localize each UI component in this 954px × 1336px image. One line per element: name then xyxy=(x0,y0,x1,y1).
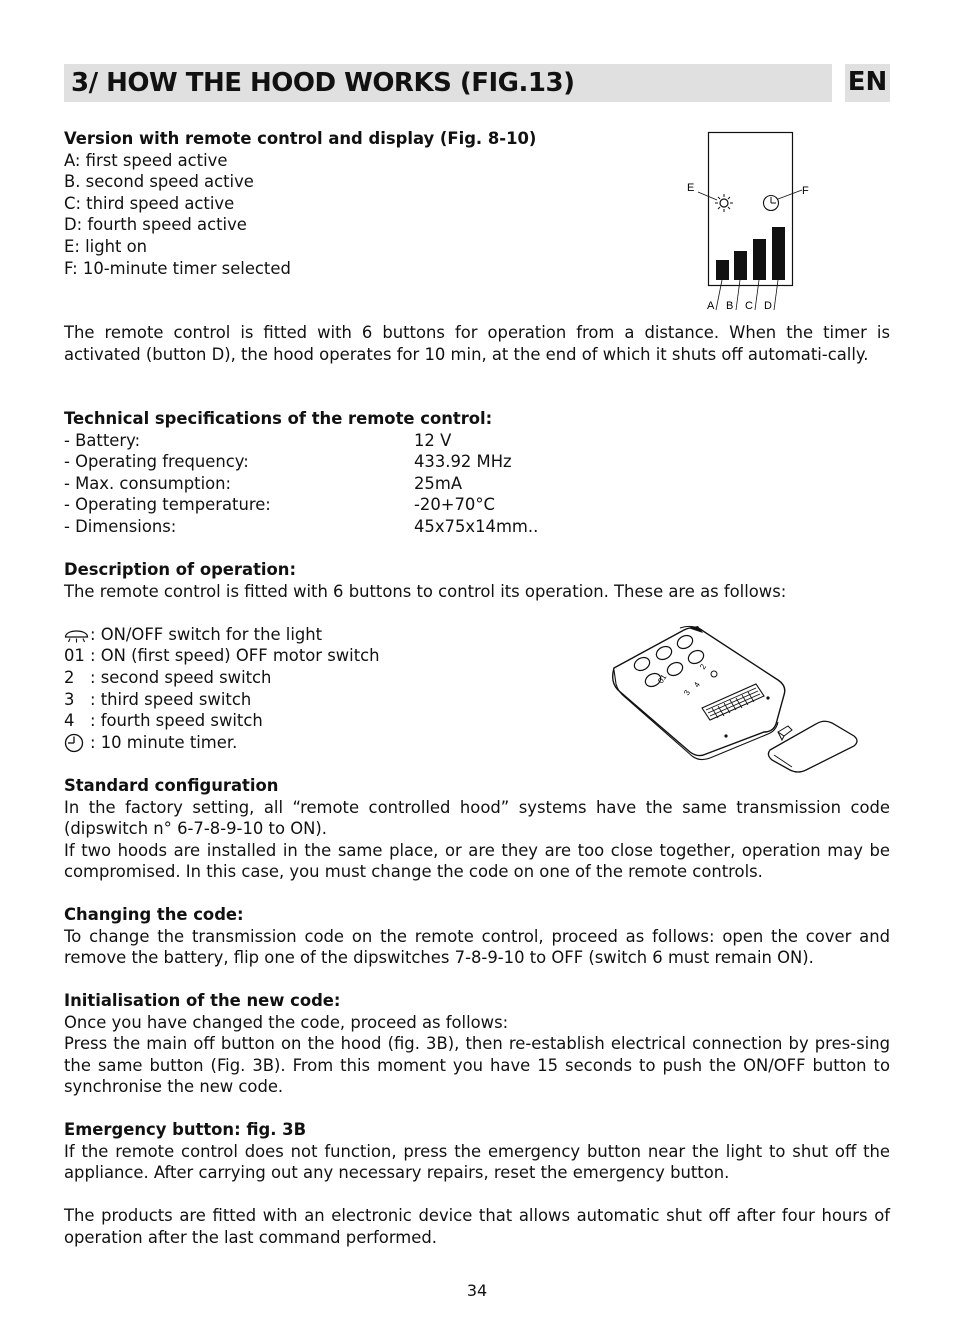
label-a: A xyxy=(707,300,715,312)
remote-label-3: 3 xyxy=(682,688,693,698)
spec-row xyxy=(64,430,890,452)
label-d: D xyxy=(764,300,772,312)
spec-label: - Operating temperature: xyxy=(64,495,271,515)
intro-paragraph: The remote control is fitted with 6 buttons for operation from a distance. When the timer is activated (button D), the hood operates for 10 min, at the end of which it shuts off automati-cally. xyxy=(64,323,890,364)
standard-paragraph: In the factory setting, all “remote controlled hood” systems have the same transmission code (dipswitch n° 6-7-8-9-10 to ON). xyxy=(64,797,890,839)
spec-value: 45x75x14mm.. xyxy=(414,516,539,536)
spec-row xyxy=(64,516,890,538)
remote-label-2: 2 xyxy=(698,662,709,672)
button-description: : second speed switch xyxy=(90,667,272,687)
button-description: : ON (first speed) OFF motor switch xyxy=(90,646,380,666)
remote-body xyxy=(613,626,785,760)
remote-cover xyxy=(768,721,857,772)
closing-section xyxy=(64,1205,890,1248)
standard-paragraph: If two hoods are installed in the same place, or are they are too close together, operation may be compromised. In this case, you must change the code on one of the remote controls. xyxy=(64,840,890,882)
button-symbol: 3 xyxy=(64,689,75,709)
changing-paragraph: To change the transmission code on the remote control, proceed as follows: open the cover and remove the battery, flip one of the dipswitches 7-8-9-10 to OFF (switch 6 must remain ON). xyxy=(64,926,890,968)
remote-label-01: 01 xyxy=(656,672,669,686)
version-item: D: fourth speed active xyxy=(64,215,247,235)
init-section xyxy=(64,990,890,1098)
operation-heading: Description of operation: xyxy=(64,560,297,579)
speed-bar-d xyxy=(772,227,785,280)
label-b: B xyxy=(726,300,734,312)
button-description: : 10 minute timer. xyxy=(90,732,238,752)
spec-value: 433.92 MHz xyxy=(414,452,512,472)
init-paragraph: Press the main off button on the hood (fig. 3B), then re-establish electrical connection by pres-sing the same button (Fig. 3B). From this moment you have 15 seconds to push the ON/OFF button to synchronise the new code. xyxy=(64,1034,890,1097)
init-heading: Initialisation of the new code: xyxy=(64,991,341,1010)
section-title: 3/ HOW THE HOOD WORKS (FIG.13) xyxy=(71,68,575,98)
language-label: EN xyxy=(847,67,888,97)
changing-section xyxy=(64,904,890,969)
label-f-leader xyxy=(778,190,802,199)
spec-value: -20+70°C xyxy=(414,495,496,515)
spec-row xyxy=(64,473,890,495)
label-e-leader xyxy=(698,192,717,200)
button-description: : third speed switch xyxy=(90,689,252,709)
remote-label-4: 4 xyxy=(692,680,703,690)
speed-bar-c xyxy=(753,239,766,280)
remote-control-figure xyxy=(606,624,866,774)
changing-heading: Changing the code: xyxy=(64,905,244,924)
operation-intro: The remote control is fitted with 6 buttons to control its operation. These are as follows: xyxy=(64,581,787,601)
label-e: E xyxy=(687,182,695,194)
emergency-section xyxy=(64,1119,890,1184)
specs-section xyxy=(64,408,890,538)
intro-section xyxy=(64,322,890,365)
spec-value: 25mA xyxy=(414,473,463,493)
speed-bar-b xyxy=(734,251,747,280)
version-heading: Version with remote control and display (Fig. 8-10) xyxy=(64,129,537,148)
label-c-leader xyxy=(755,280,759,310)
standard-section xyxy=(64,775,890,883)
version-item: B. second speed active xyxy=(64,172,254,192)
label-f: F xyxy=(802,185,809,197)
spec-label: - Max. consumption: xyxy=(64,473,232,493)
label-a-leader xyxy=(716,280,722,310)
init-paragraph: Once you have changed the code, proceed as follows: xyxy=(64,1012,509,1032)
page-number: 34 xyxy=(466,1281,488,1300)
standard-heading: Standard configuration xyxy=(64,776,279,795)
version-item: E: light on xyxy=(64,236,148,256)
light-on-icon xyxy=(715,194,733,212)
version-item: C: third speed active xyxy=(64,193,235,213)
button-symbol: 4 xyxy=(64,711,75,731)
spacer xyxy=(64,602,890,624)
language-badge xyxy=(845,64,890,102)
spec-value: 12 V xyxy=(414,430,452,450)
specs-heading: Technical specifications of the remote control: xyxy=(64,409,493,428)
button-description: : fourth speed switch xyxy=(90,711,263,731)
speed-bar-a xyxy=(716,260,729,280)
spec-label: - Dimensions: xyxy=(64,516,177,536)
timer-icon xyxy=(64,732,90,753)
label-b-leader xyxy=(736,280,740,310)
version-item: F: 10-minute timer selected xyxy=(64,258,291,278)
emergency-paragraph: If the remote control does not function, press the emergency button near the light to shut off the appliance. After carrying out any necessary repairs, reset the emergency button. xyxy=(64,1141,890,1183)
label-d-leader xyxy=(774,280,778,310)
version-item: A: first speed active xyxy=(64,150,228,170)
label-c: C xyxy=(745,300,753,312)
button-symbol: 2 xyxy=(64,667,75,687)
section-title-bar xyxy=(64,64,832,102)
button-symbol: 01 xyxy=(64,646,85,666)
closing-paragraph: The products are fitted with an electronic device that allows automatic shut off after four hours of operation after the last command performed. xyxy=(64,1206,890,1247)
light-icon xyxy=(64,624,90,645)
button-description: : ON/OFF switch for the light xyxy=(90,624,323,644)
display-figure xyxy=(680,128,810,318)
cover-arrow-icon xyxy=(778,726,792,740)
spec-row xyxy=(64,451,890,473)
spec-label: - Battery: xyxy=(64,430,141,450)
timer-selected-icon xyxy=(764,196,779,211)
emergency-heading: Emergency button: fig. 3B xyxy=(64,1120,307,1139)
spec-label: - Operating frequency: xyxy=(64,452,249,472)
spec-row xyxy=(64,494,890,516)
